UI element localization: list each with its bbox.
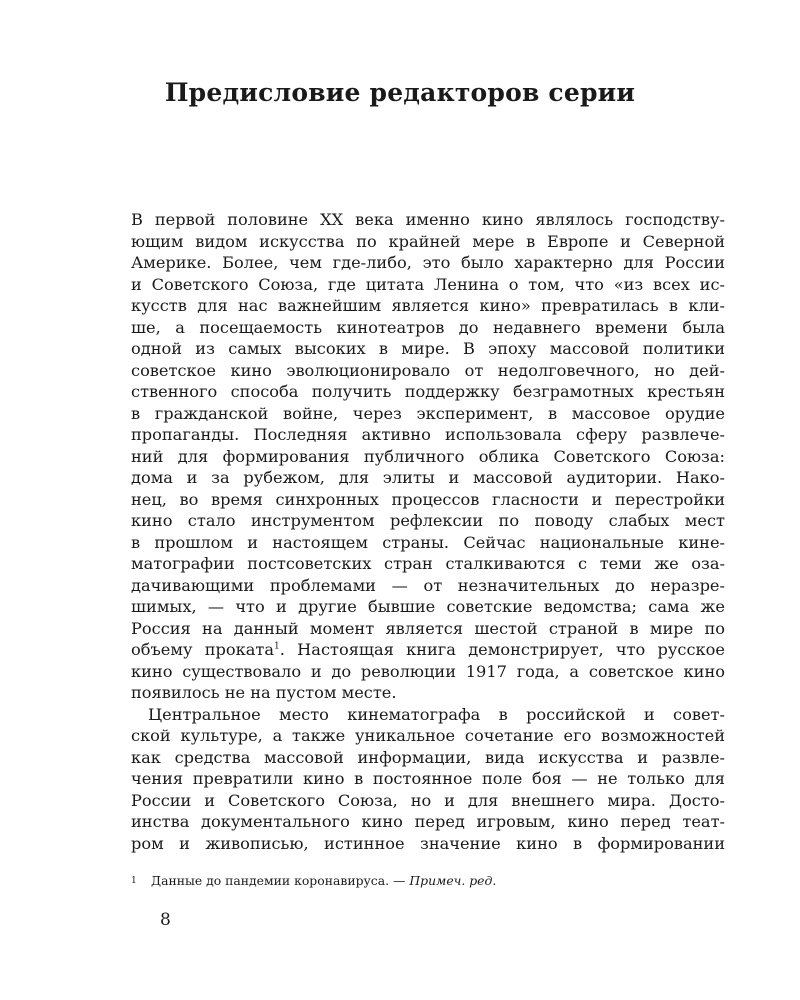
text-segment: объему проката [131, 640, 275, 659]
text-line: кусств для нас важнейшим является кино» превратилась в кли- [131, 296, 725, 315]
text-line: Центральное место кинематографа в российской и совет- [148, 704, 725, 724]
text-line: ственного способа получить поддержку безграмотных крестьян [131, 382, 725, 401]
text-line: дома и за рубежом, для элиты и массовой аудитории. Нако- [131, 468, 725, 487]
text-line: нец, во время синхронных процессов гласности и перестройки [131, 489, 725, 509]
text-line: Америке. Более, чем где-либо, это было характерно для России [131, 253, 725, 272]
text-line: дачивающими проблемами — от незначительных до неразре- [131, 575, 725, 595]
text-line: чения превратили кино в постоянное поле боя — не только для [131, 769, 725, 788]
text-line: появилось не на пустом месте. [131, 683, 397, 702]
text-segment: . Настоящая книга демонстрирует, что русское [279, 640, 726, 659]
page-number: 8 [160, 910, 171, 930]
text-line: в прошлом и настоящем страны. Сейчас национальные кине- [131, 532, 725, 552]
text-line: Россия на данный момент является шестой страной в мире по [131, 618, 725, 638]
body-text [131, 209, 725, 854]
text-line: ром и живописью, истинное значение кино в формировании [131, 833, 725, 853]
text-line: инства документального кино перед игровым, кино перед теат- [131, 812, 725, 831]
text-line: России и Советского Союза, но и для внешнего мира. Досто- [131, 790, 725, 810]
text-line: одной из самых высоких в мире. В эпоху массовой политики [131, 339, 725, 358]
text-line-with-footnote [131, 639, 725, 661]
text-line: и Советского Союза, где цитата Ленина о том, что «из всех ис- [131, 274, 725, 294]
text-line: как средства массовой информации, вида искусства и развле- [131, 747, 725, 767]
text-line: матографии постсоветских стран сталкиваются с теми же оза- [131, 554, 725, 573]
text-line: шимых, — что и другие бывшие советские ведомства; сама же [131, 597, 725, 616]
text-line: пропаганды. Последняя активно использовала сферу развлече- [131, 425, 725, 444]
text-line: в гражданской войне, через эксперимент, в массовое орудие [131, 403, 725, 423]
footnote [131, 873, 725, 889]
text-line: кино стало инструментом рефлексии по поводу слабых мест [131, 511, 725, 530]
text-line: ской культуре, а также уникальное сочетание его возможностей [131, 726, 725, 745]
footnote-reference[interactable]: 1 [274, 641, 280, 652]
text-line: ше, а посещаемость кинотеатров до недавнего времени была [131, 317, 725, 337]
footnote-number: 1 [131, 876, 137, 886]
text-line: кино существовало и до революции 1917 года, а советское кино [131, 661, 725, 681]
footnote-text: Данные до пандемии коронавируса. — [151, 873, 410, 888]
text-line: ний для формирования публичного облика Советского Союза: [131, 446, 725, 466]
text-line: ющим видом искусства по крайней мере в Европе и Северной [131, 231, 725, 251]
text-line: В первой половине XX века именно кино являлось господству- [131, 210, 725, 229]
text-line: советское кино эволюционировало от недолговечного, но дей- [131, 360, 725, 380]
footnote-editor-note: Примеч. ред. [409, 873, 497, 888]
chapter-title: Предисловие редакторов серии [164, 78, 636, 107]
